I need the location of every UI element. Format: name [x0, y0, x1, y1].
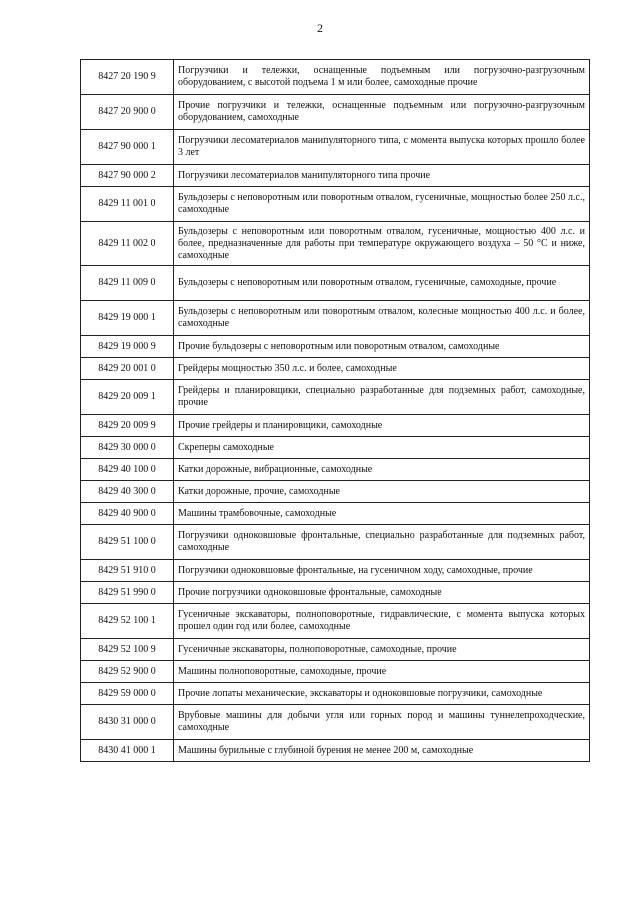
description-cell: Погрузчики одноковшовые фронтальные, на гусеничном ходу, самоходные, прочие	[174, 560, 590, 582]
table-row	[81, 481, 590, 503]
description-cell: Прочие погрузчики и тележки, оснащенные подъемным или погрузочно-разгрузочным оборудованием, самоходные	[174, 95, 590, 130]
table-row	[81, 437, 590, 459]
code-cell: 8429 20 001 0	[81, 358, 174, 380]
table-row	[81, 525, 590, 560]
table-row	[81, 604, 590, 639]
description-cell: Погрузчики лесоматериалов манипуляторного типа прочие	[174, 165, 590, 187]
table-row	[81, 165, 590, 187]
table-row	[81, 582, 590, 604]
code-cell: 8429 11 002 0	[81, 222, 174, 266]
code-cell: 8429 19 000 1	[81, 301, 174, 336]
code-cell: 8429 51 990 0	[81, 582, 174, 604]
code-cell: 8429 52 100 1	[81, 604, 174, 639]
description-cell: Машины полноповоротные, самоходные, прочие	[174, 661, 590, 683]
description-cell: Гусеничные экскаваторы, полноповоротные, гидравлические, с момента выпуска которых прошел один год или более, самоходные	[174, 604, 590, 639]
description-cell: Грейдеры мощностью 350 л.с. и более, самоходные	[174, 358, 590, 380]
table-row	[81, 130, 590, 165]
table-row	[81, 459, 590, 481]
code-cell: 8430 31 000 0	[81, 705, 174, 740]
tnved-code-table	[80, 59, 590, 762]
table-row	[81, 336, 590, 358]
description-cell: Катки дорожные, вибрационные, самоходные	[174, 459, 590, 481]
code-cell: 8429 51 910 0	[81, 560, 174, 582]
table-row	[81, 60, 590, 95]
code-cell: 8429 30 000 0	[81, 437, 174, 459]
table-row	[81, 301, 590, 336]
code-cell: 8429 52 100 9	[81, 639, 174, 661]
description-cell: Прочие грейдеры и планировщики, самоходные	[174, 415, 590, 437]
description-cell: Бульдозеры с неповоротным или поворотным отвалом, гусеничные, самоходные, прочие	[174, 266, 590, 301]
code-cell: 8429 40 100 0	[81, 459, 174, 481]
code-cell: 8429 59 000 0	[81, 683, 174, 705]
table-row	[81, 639, 590, 661]
code-cell: 8429 40 300 0	[81, 481, 174, 503]
code-cell: 8429 20 009 1	[81, 380, 174, 415]
table-row	[81, 358, 590, 380]
description-cell: Гусеничные экскаваторы, полноповоротные, самоходные, прочие	[174, 639, 590, 661]
description-cell: Врубовые машины для добычи угля или горных пород и машины туннелепроходческие, самоходные	[174, 705, 590, 740]
description-cell: Бульдозеры с неповоротным или поворотным отвалом, колесные мощностью 400 л.с. и более, самоходные	[174, 301, 590, 336]
table-row	[81, 380, 590, 415]
table-row	[81, 222, 590, 266]
description-cell: Прочие лопаты механические, экскаваторы и одноковшовые погрузчики, самоходные	[174, 683, 590, 705]
table-row	[81, 187, 590, 222]
table-row	[81, 661, 590, 683]
description-cell: Бульдозеры с неповоротным или поворотным отвалом, гусеничные, мощностью более 250 л.с., самоходные	[174, 187, 590, 222]
table-row	[81, 683, 590, 705]
description-cell: Прочие погрузчики одноковшовые фронтальные, самоходные	[174, 582, 590, 604]
table-row	[81, 266, 590, 301]
page-number: 2	[317, 21, 323, 35]
code-cell: 8429 11 009 0	[81, 266, 174, 301]
code-cell: 8429 11 001 0	[81, 187, 174, 222]
code-cell: 8429 19 000 9	[81, 336, 174, 358]
description-cell: Погрузчики одноковшовые фронтальные, специально разработанные для подземных работ, самоходные	[174, 525, 590, 560]
code-cell: 8427 90 000 1	[81, 130, 174, 165]
code-cell: 8427 20 900 0	[81, 95, 174, 130]
table-row	[81, 95, 590, 130]
code-cell: 8427 20 190 9	[81, 60, 174, 95]
description-cell: Бульдозеры с неповоротным или поворотным отвалом, гусеничные, мощностью 400 л.с. и более, предназначенные для работы при температуре окружающего воздуха – 50 °С и ниже, самоходные	[174, 222, 590, 266]
description-cell: Машины бурильные с глубиной бурения не менее 200 м, самоходные	[174, 740, 590, 762]
description-cell: Погрузчики лесоматериалов манипуляторного типа, с момента выпуска которых прошло более 3 лет	[174, 130, 590, 165]
code-cell: 8429 40 900 0	[81, 503, 174, 525]
description-cell: Погрузчики и тележки, оснащенные подъемным или погрузочно-разгрузочным оборудованием, с высотой подъема 1 м или более, самоходные прочие	[174, 60, 590, 95]
description-cell: Прочие бульдозеры с неповоротным или поворотным отвалом, самоходные	[174, 336, 590, 358]
code-cell: 8429 52 900 0	[81, 661, 174, 683]
code-cell: 8430 41 000 1	[81, 740, 174, 762]
description-cell: Машины трамбовочные, самоходные	[174, 503, 590, 525]
table-row	[81, 705, 590, 740]
description-cell: Грейдеры и планировщики, специально разработанные для подземных работ, самоходные, прочие	[174, 380, 590, 415]
description-cell: Катки дорожные, прочие, самоходные	[174, 481, 590, 503]
description-cell: Скреперы самоходные	[174, 437, 590, 459]
table-row	[81, 503, 590, 525]
table-row	[81, 415, 590, 437]
code-cell: 8427 90 000 2	[81, 165, 174, 187]
code-cell: 8429 51 100 0	[81, 525, 174, 560]
code-cell: 8429 20 009 9	[81, 415, 174, 437]
table-row	[81, 560, 590, 582]
table-row	[81, 740, 590, 762]
